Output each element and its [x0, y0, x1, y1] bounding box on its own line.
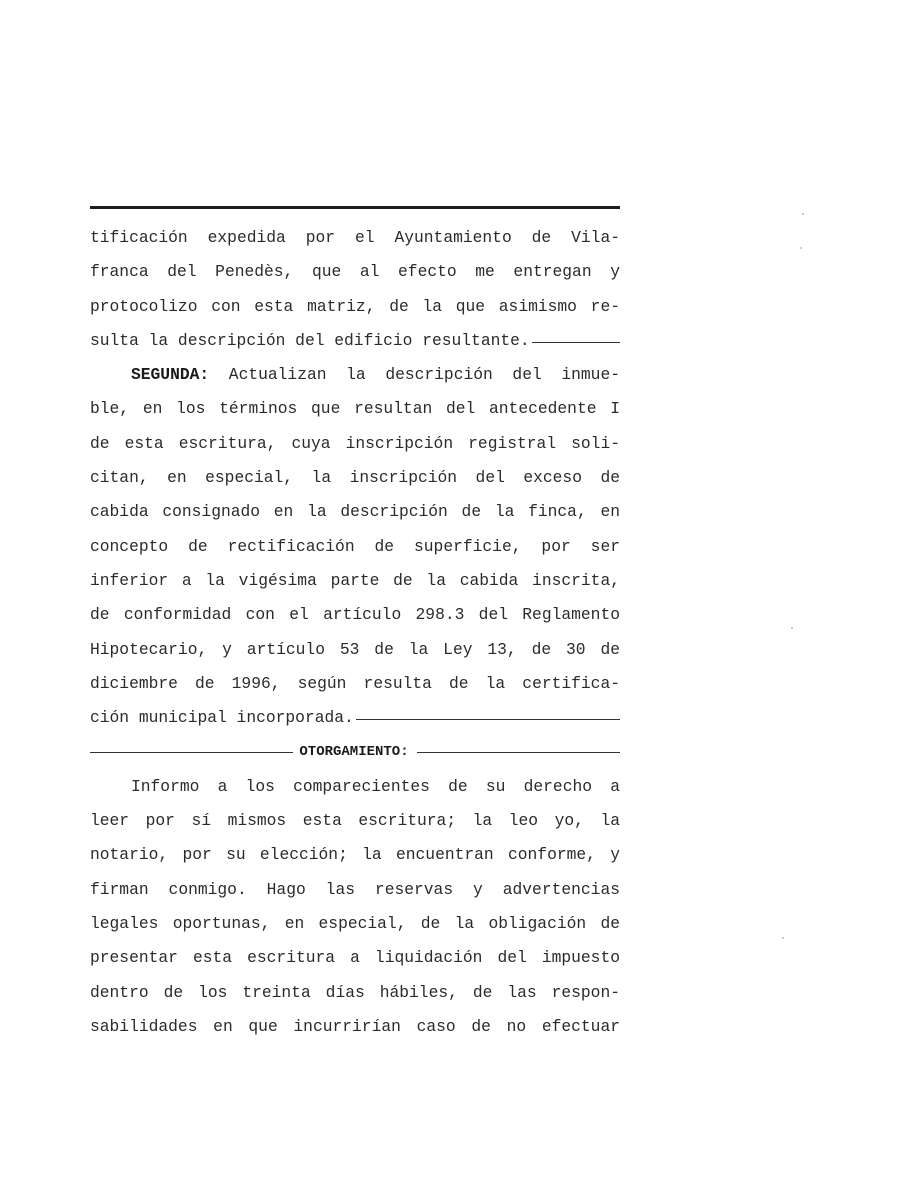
fill-rule	[356, 719, 620, 720]
clause-label: SEGUNDA:	[131, 365, 210, 385]
text-line: sulta la descripción del edificio resultante.	[90, 330, 530, 350]
document-body	[90, 221, 620, 1044]
text-line-with-fill	[90, 701, 620, 735]
text-line: ble, en los términos que resultan del antecedente I	[90, 399, 620, 419]
text-line: presentar esta escritura a liquidación del impuesto	[90, 948, 620, 968]
heading-rule-left	[90, 752, 293, 753]
text-line: sabilidades en que incurrirían caso de no efectuar	[90, 1016, 620, 1036]
text-line: legales oportunas, en especial, de la obligación de	[90, 913, 620, 933]
section-heading: OTORGAMIENTO:	[299, 744, 409, 761]
text-line: diciembre de 1996, según resulta de la certifica-	[90, 673, 620, 693]
scan-speck	[791, 627, 793, 629]
text-line: citan, en especial, la inscripción del exceso de	[90, 468, 620, 488]
text-line: ción municipal incorporada.	[90, 708, 354, 728]
scan-speck	[782, 937, 784, 939]
text-line-with-fill	[90, 324, 620, 358]
scan-speck	[800, 247, 802, 249]
text-line: tificación expedida por el Ayuntamiento de Vila-	[90, 228, 620, 247]
text-line: firman conmigo. Hago las reservas y advertencias	[90, 879, 620, 899]
top-rule	[90, 206, 620, 209]
text-line: de esta escritura, cuya inscripción registral soli-	[90, 433, 620, 453]
text-line	[90, 358, 620, 392]
scan-speck	[802, 213, 804, 215]
text-line: leer por sí mismos esta escritura; la leo yo, la	[90, 811, 620, 831]
fill-rule	[532, 342, 620, 343]
heading-rule-right	[417, 752, 620, 753]
text-line: cabida consignado en la descripción de la finca, en	[90, 502, 620, 522]
text-line: inferior a la vigésima parte de la cabida inscrita,	[90, 570, 620, 590]
text-line: dentro de los treinta días hábiles, de las respon-	[90, 982, 620, 1002]
text-line: Hipotecario, y artículo 53 de la Ley 13, de 30 de	[90, 639, 620, 659]
text-line: notario, por su elección; la encuentran conforme, y	[90, 845, 620, 865]
clause-text: Actualizan la descripción del inmue-	[209, 365, 620, 385]
text-line: Informo a los comparecientes de su derecho a	[131, 776, 620, 796]
text-line: concepto de rectificación de superficie, por ser	[90, 536, 620, 556]
text-line: franca del Penedès, que al efecto me entregan y	[90, 262, 620, 282]
text-line: de conformidad con el artículo 298.3 del Reglamento	[90, 605, 620, 625]
text-line: protocolizo con esta matriz, de la que asimismo re-	[90, 296, 620, 316]
section-heading-line	[90, 735, 620, 769]
